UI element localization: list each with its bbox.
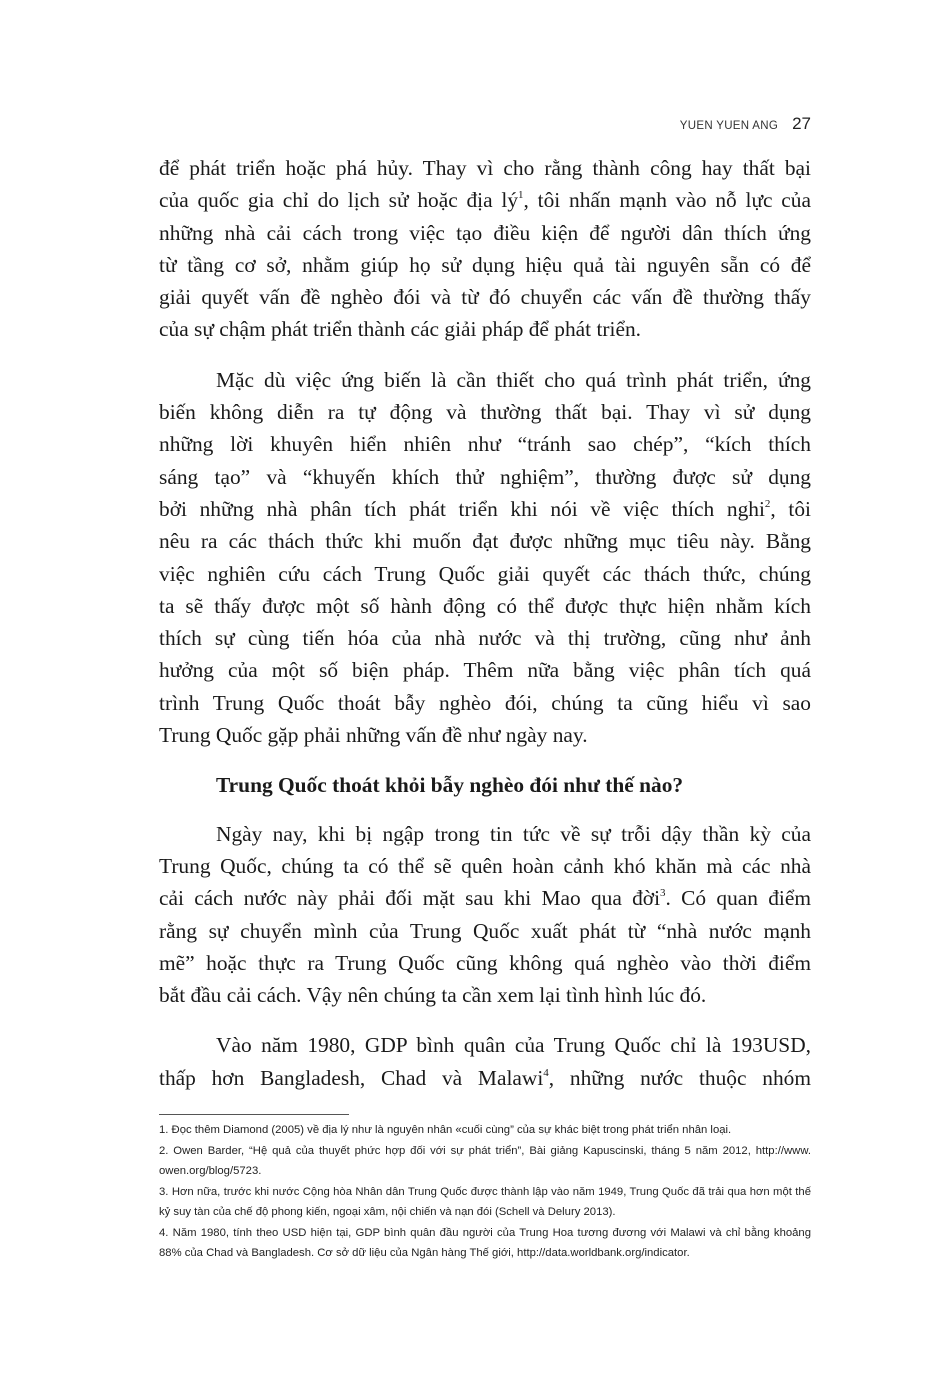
footnote bbox=[159, 1141, 811, 1182]
text-line: thấp hơn Bangladesh, Chad và Malawi$^4$, những nước thuộc nhóm bbox=[159, 1065, 811, 1090]
page-number: 27 bbox=[792, 114, 811, 133]
text-line: cải cách nước này phải đối mặt sau khi Mao qua đời$^3$. Có quan điểm bbox=[159, 886, 811, 911]
footnote-line: 1. Đọc thêm Diamond (2005) về địa lý như là nguyên nhân «cuối cùng” của sự khác biệt trong phát triển nhân loại. bbox=[159, 1124, 732, 1136]
footnote bbox=[159, 1120, 811, 1141]
running-head bbox=[680, 114, 811, 134]
body-text bbox=[159, 152, 811, 1094]
footnote-marker: 3 bbox=[660, 887, 666, 900]
text-line: những nhà cải cách trong việc tạo điều kiện để người dân thích ứng bbox=[159, 220, 811, 245]
text-line: Ngày nay, khi bị ngập trong tin tức về sự trỗi dậy thần kỳ của bbox=[216, 821, 811, 846]
footnote-marker: 2 bbox=[764, 497, 771, 510]
paragraph bbox=[159, 364, 811, 752]
footnote-line: owen.org/blog/5723. bbox=[159, 1165, 262, 1177]
text-line: việc nghiên cứu cách Trung Quốc giải quyết các thách thức, chúng bbox=[159, 561, 811, 586]
paragraph bbox=[159, 152, 811, 346]
footnote-rule bbox=[159, 1114, 349, 1115]
text-line: Trung Quốc, chúng ta có thể sẽ quên hoàn cảnh khó khăn mà các nhà bbox=[159, 853, 811, 878]
footnote bbox=[159, 1223, 811, 1264]
text-line: bắt đầu cải cách. Vậy nên chúng ta cần xem lại tình hình lúc đó. bbox=[159, 983, 707, 1008]
text-line: của sự chậm phát triển thành các giải pháp để phát triển. bbox=[159, 317, 641, 342]
footnote-line: 2. Owen Barder, “Hệ quả của thuyết phức hợp đối với sự phát triển”, Bài giảng Kapuscinski, tháng 5 năm 2012, http://www. bbox=[159, 1144, 811, 1157]
footnote-line: kỷ suy tàn của chế độ phong kiến, ngoại xâm, nội chiến và nạn đói (Schell và Delury 2013). bbox=[159, 1206, 616, 1218]
footnote bbox=[159, 1182, 811, 1223]
text-line: sáng tạo” và “khuyến khích thử nghiệm”, thường được sử dụng bbox=[159, 464, 811, 489]
text-line: hưởng của một số biện pháp. Thêm nữa bằng việc phân tích quá bbox=[159, 658, 811, 683]
text-line: để phát triển hoặc phá hủy. Thay vì cho rằng thành công hay thất bại bbox=[159, 156, 811, 180]
paragraph bbox=[159, 1029, 811, 1094]
footnotes bbox=[159, 1120, 811, 1264]
text-line: từ tầng cơ sở, nhằm giúp họ sử dụng hiệu quả tài nguyên sẵn có để bbox=[159, 252, 811, 277]
footnote-line: 4. Năm 1980, tính theo USD hiện tại, GDP bình quân đầu người của Trung Hoa tương đương với Malawi và chỉ bằng khoảng bbox=[159, 1226, 811, 1239]
text-line: giải quyết vấn đề nghèo đói và từ đó chuyển các vấn đề thường thấy bbox=[159, 285, 811, 310]
section-heading: Trung Quốc thoát khỏi bẫy nghèo đói như thế nào? bbox=[216, 773, 684, 798]
text-line: Trung Quốc gặp phải những vấn đề như ngày nay. bbox=[159, 723, 588, 748]
text-line: của quốc gia chỉ do lịch sử hoặc địa $lý^1$, tôi nhấn mạnh vào nỗ lực của bbox=[159, 188, 811, 213]
text-line: mẽ” hoặc thực ra Trung Quốc cũng không quá nghèo vào thời điểm bbox=[159, 950, 811, 975]
text-line: Vào năm 1980, GDP bình quân của Trung Quốc chỉ là 193USD, bbox=[216, 1033, 811, 1058]
text-line: nêu ra các thách thức khi muốn đạt được những mục tiêu này. Bằng bbox=[159, 529, 811, 554]
text-line: thích sự cùng tiến hóa của nhà nước và thị trường, cũng như ảnh bbox=[159, 626, 811, 651]
footnote-marker: 4 bbox=[543, 1066, 549, 1079]
text-line: bởi những nhà phân tích phát triển khi nói về việc thích nghi$^2$, tôi bbox=[159, 496, 811, 521]
text-line: rằng sự chuyển mình của Trung Quốc xuất phát từ “nhà nước mạnh bbox=[159, 918, 811, 943]
text-line: trình Trung Quốc thoát bẫy nghèo đói, chúng ta cũng hiểu vì sao bbox=[159, 690, 811, 715]
text-line: những lời khuyên hiển nhiên như “tránh sao chép”, “kích thích bbox=[159, 432, 811, 457]
footnote-line: 3. Hơn nữa, trước khi nước Cộng hòa Nhân dân Trung Quốc được thành lập vào năm 1949, Trung Quốc đã trải qua hơn một thế bbox=[159, 1185, 811, 1198]
footnote-marker: 1 bbox=[518, 189, 524, 202]
paragraph bbox=[159, 818, 811, 1012]
footnote-line: 88% của Chad và Bangladesh. Cơ sở dữ liệu của Ngân hàng Thế giới, http://data.worldbank.org/indicator. bbox=[159, 1247, 690, 1259]
text-line: Mặc dù việc ứng biến là cần thiết cho quá trình phát triển, ứng bbox=[216, 367, 811, 392]
running-head-author: YUEN YUEN ANG bbox=[679, 120, 779, 132]
text-line: ta sẽ thấy được một số hành động có thể được thực hiện nhằm kích bbox=[159, 593, 811, 618]
text-line: biến không diễn ra tự động và thường thất bại. Thay vì sử dụng bbox=[159, 400, 811, 425]
